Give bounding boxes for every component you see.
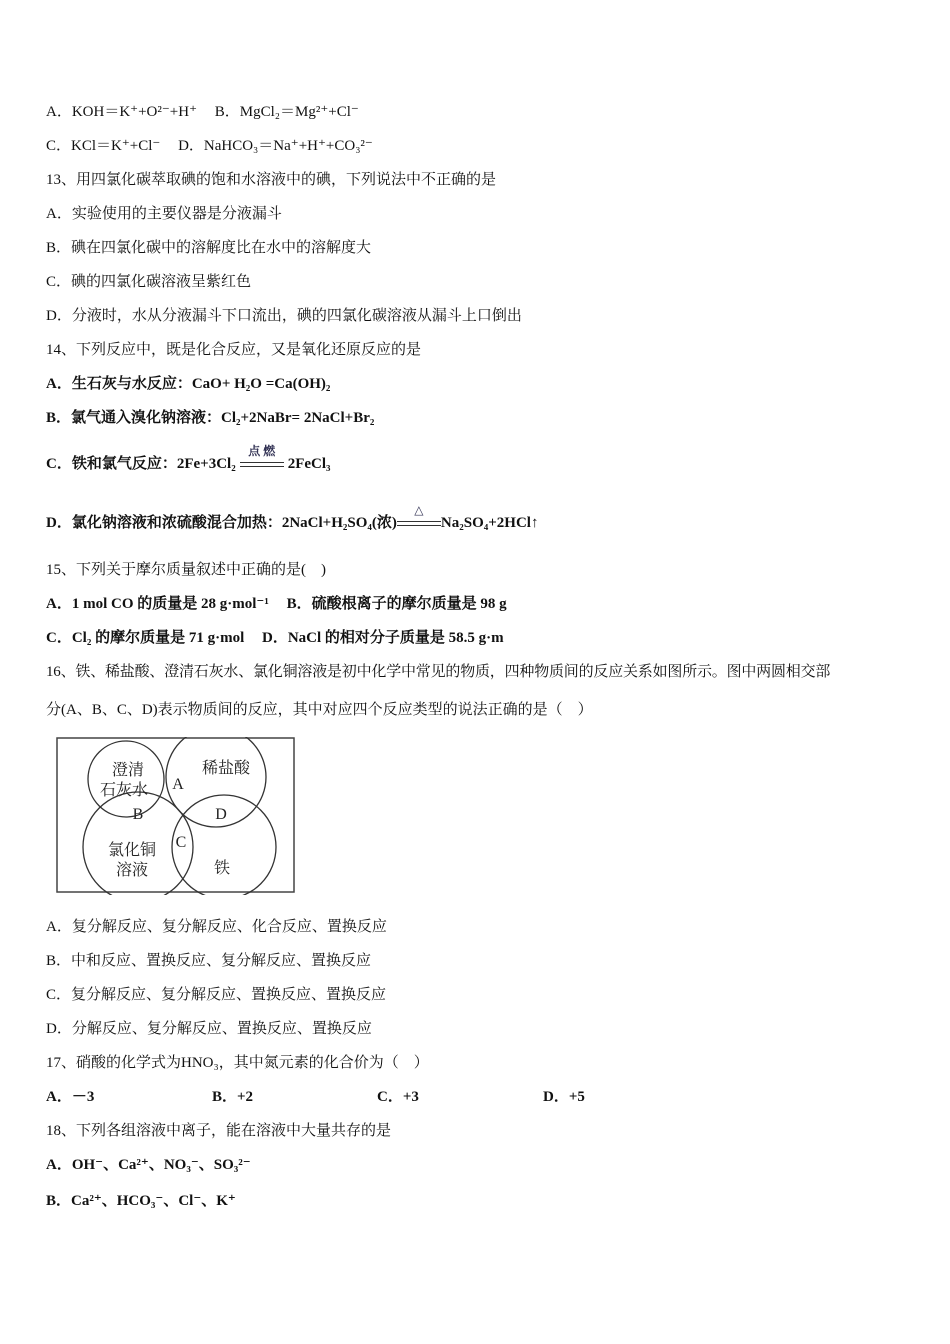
q16-option-b: B．中和反应、置换反应、复分解反应、置换反应 <box>46 953 372 969</box>
q12-option-a: A．KOH＝K⁺+O²⁻+H⁺ <box>46 104 197 120</box>
q13-option-b: B．碘在四氯化碳中的溶解度比在水中的溶解度大 <box>46 240 372 256</box>
q18-stem: 18、下列各组溶液中离子，能在溶液中大量共存的是 <box>46 1123 392 1139</box>
q12-option-b: B．MgCl₂＝Mg²⁺+Cl⁻ <box>214 104 359 120</box>
label-copper-chloride-1: 氯化铜 <box>107 842 157 859</box>
q14-d-products: Na₂SO₄+2HCl↑ <box>440 515 539 531</box>
q13-option-a: A．实验使用的主要仪器是分液漏斗 <box>46 206 282 222</box>
q14-c-reactants: C．铁和氯气反应：2Fe+3Cl₂ <box>46 456 236 472</box>
q18-option-b: B．Ca²⁺、HCO₃⁻、Cl⁻、K⁺ <box>46 1193 236 1209</box>
label-limewater-1: 澄清 <box>111 762 145 779</box>
q15-option-a: A．1 mol CO 的质量是 28 g·mol⁻¹ <box>46 596 269 612</box>
q14-option-c <box>46 443 331 474</box>
q14-d-reactants: D．氯化钠溶液和浓硫酸混合加热：2NaCl+H₂SO₄(浓) <box>46 515 397 531</box>
circle-limewater <box>88 741 164 817</box>
q17-option-c: C．+3 <box>377 1089 419 1105</box>
q16-option-d: D．分解反应、复分解反应、置换反应、置换反应 <box>46 1021 372 1037</box>
q13-option-c: C．碘的四氯化碳溶液呈紫红色 <box>46 274 252 290</box>
reaction-equals-sign <box>240 443 284 469</box>
region-d: D <box>215 806 227 823</box>
q15-stem: 15、下列关于摩尔质量叙述中正确的是( ) <box>46 562 326 578</box>
q13-option-d: D．分液时，水从分液漏斗下口流出，碘的四氯化碳溶液从漏斗上口倒出 <box>46 308 522 324</box>
q12-options-row1 <box>46 102 359 122</box>
label-hydrochloric-acid: 稀盐酸 <box>201 760 251 777</box>
q14-c-products: 2FeCl₃ <box>287 456 331 472</box>
q12-option-d: D．NaHCO₃＝Na⁺+H⁺+CO₃²⁻ <box>178 138 373 154</box>
reaction-equals-sign <box>397 502 441 528</box>
q17-stem: 17、硝酸的化学式为HNO₃，其中氮元素的化合价为（ ） <box>46 1055 429 1071</box>
label-copper-chloride-2: 溶液 <box>115 862 149 879</box>
venn-diagram <box>56 737 296 895</box>
q17-option-b: B．+2 <box>212 1089 254 1105</box>
q15-option-d: D．NaCl 的相对分子质量是 58.5 g·m <box>262 630 504 646</box>
q16-stem-line1: 16、铁、稀盐酸、澄清石灰水、氯化铜溶液是初中化学中常见的物质，四种物质间的反应关系如图所示。图中两圆相交部 <box>46 664 831 680</box>
q17-option-a: A．－3 <box>46 1089 95 1105</box>
region-b: B <box>132 806 144 823</box>
q12-option-c: C．KCl＝K⁺+Cl⁻ <box>46 138 161 154</box>
reaction-condition: 点 燃 <box>248 443 276 458</box>
label-limewater-2: 石灰水 <box>99 782 149 799</box>
region-c: C <box>175 834 187 851</box>
q14-option-d <box>46 502 539 533</box>
q18-option-a: A．OH⁻、Ca²⁺、NO₃⁻、SO₃²⁻ <box>46 1157 251 1173</box>
q15-option-c: C．Cl₂ 的摩尔质量是 71 g·mol <box>46 630 245 646</box>
q14-stem: 14、下列反应中，既是化合反应，又是氧化还原反应的是 <box>46 342 422 358</box>
q14-option-a: A．生石灰与水反应：CaO+ H₂O =Ca(OH)₂ <box>46 376 331 392</box>
q12-options-row2 <box>46 136 373 156</box>
q15-option-b: B．硫酸根离子的摩尔质量是 98 g <box>286 596 507 612</box>
q15-options-row2 <box>46 628 504 648</box>
q15-options-row1 <box>46 594 507 614</box>
region-a: A <box>172 776 184 793</box>
label-iron: 铁 <box>213 860 231 877</box>
q17-option-d: D．+5 <box>543 1089 585 1105</box>
q16-option-a: A．复分解反应、复分解反应、化合反应、置换反应 <box>46 919 387 935</box>
q16-stem-line2: 分(A、B、C、D)表示物质间的反应，其中对应四个反应类型的说法正确的是（ ） <box>46 702 593 718</box>
q13-stem: 13、用四氯化碳萃取碘的饱和水溶液中的碘，下列说法中不正确的是 <box>46 172 497 188</box>
reaction-condition: △ <box>414 502 424 517</box>
q16-option-c: C．复分解反应、复分解反应、置换反应、置换反应 <box>46 987 387 1003</box>
q14-option-b: B．氯气通入溴化钠溶液：Cl₂+2NaBr= 2NaCl+Br₂ <box>46 410 375 426</box>
